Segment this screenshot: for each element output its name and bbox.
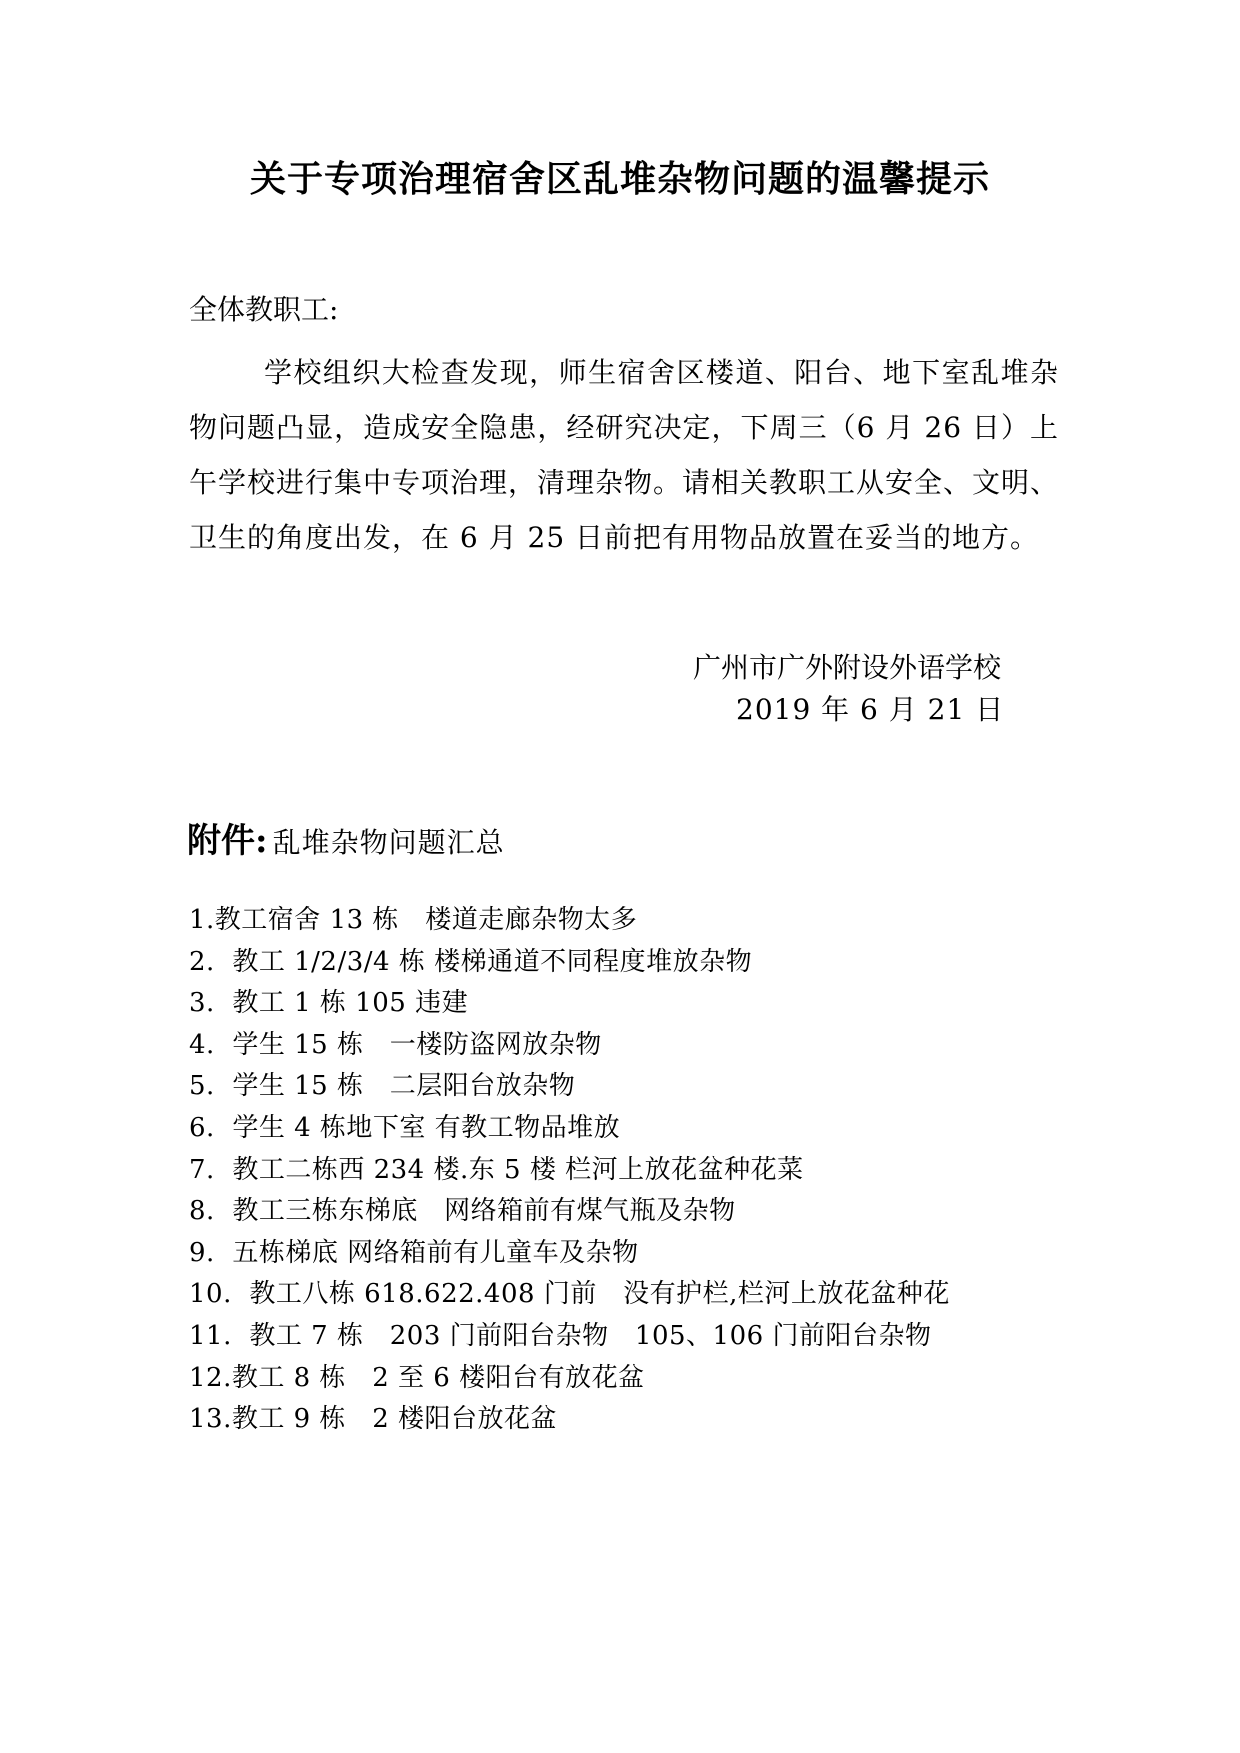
list-item: 1.教工宿舍 13 栋 楼道走廊杂物太多: [189, 905, 638, 935]
list-item: 3. 教工 1 栋 105 违建: [189, 988, 469, 1019]
list-item: 6. 学生 4 栋地下室 有教工物品堆放: [189, 1112, 621, 1143]
list-item: 13.教工 9 栋 2 楼阳台放花盆: [189, 1404, 558, 1435]
list-item: 4. 学生 15 栋 一楼防盗网放杂物: [189, 1029, 602, 1060]
list-item: 9. 五栋梯底 网络箱前有儿童车及杂物: [189, 1237, 639, 1268]
signature-date: 2019 年 6 月 21 日: [736, 693, 1005, 726]
list-item: 8. 教工三栋东梯底 网络箱前有煤气瓶及杂物: [189, 1196, 736, 1227]
body-paragraph: 学校组织大检查发现，师生宿舍区楼道、阳台、地下室乱堆杂物问题凸显，造成安全隐患，经研究决定，下周三（6 月 26 日）上午学校进行集中专项治理，清理杂物。请相关教职工从安全、文明、卫生的角度出发，在 6 月 25 日前把有用物品放置在妥当的地方。: [189, 356, 1060, 554]
list-item: 7. 教工二栋西 234 楼.东 5 楼 栏河上放花盆种花菜: [189, 1154, 804, 1185]
salutation: 全体教职工:: [189, 293, 339, 326]
document-title: 关于专项治理宿舍区乱堆杂物问题的温馨提示: [249, 158, 990, 200]
list-item: 11. 教工 7 栋 203 门前阳台杂物 105、106 门前阳台杂物: [189, 1320, 932, 1351]
issue-list: [189, 900, 950, 1441]
attachment-title: 乱堆杂物问题汇总: [272, 826, 505, 859]
signature-org: 广州市广外附设外语学校: [693, 651, 1002, 684]
list-item: 5. 学生 15 栋 二层阳台放杂物: [189, 1071, 576, 1102]
attachment-heading: [187, 818, 505, 870]
list-item: 10. 教工八栋 618.622.408 门前 没有护栏,栏河上放花盆种花: [189, 1279, 950, 1310]
list-item: 12.教工 8 栋 2 至 6 楼阳台有放花盆: [189, 1362, 645, 1393]
attachment-label: 附件:: [187, 821, 268, 861]
list-item: 2. 教工 1/2/3/4 栋 楼梯通道不同程度堆放杂物: [189, 946, 753, 977]
